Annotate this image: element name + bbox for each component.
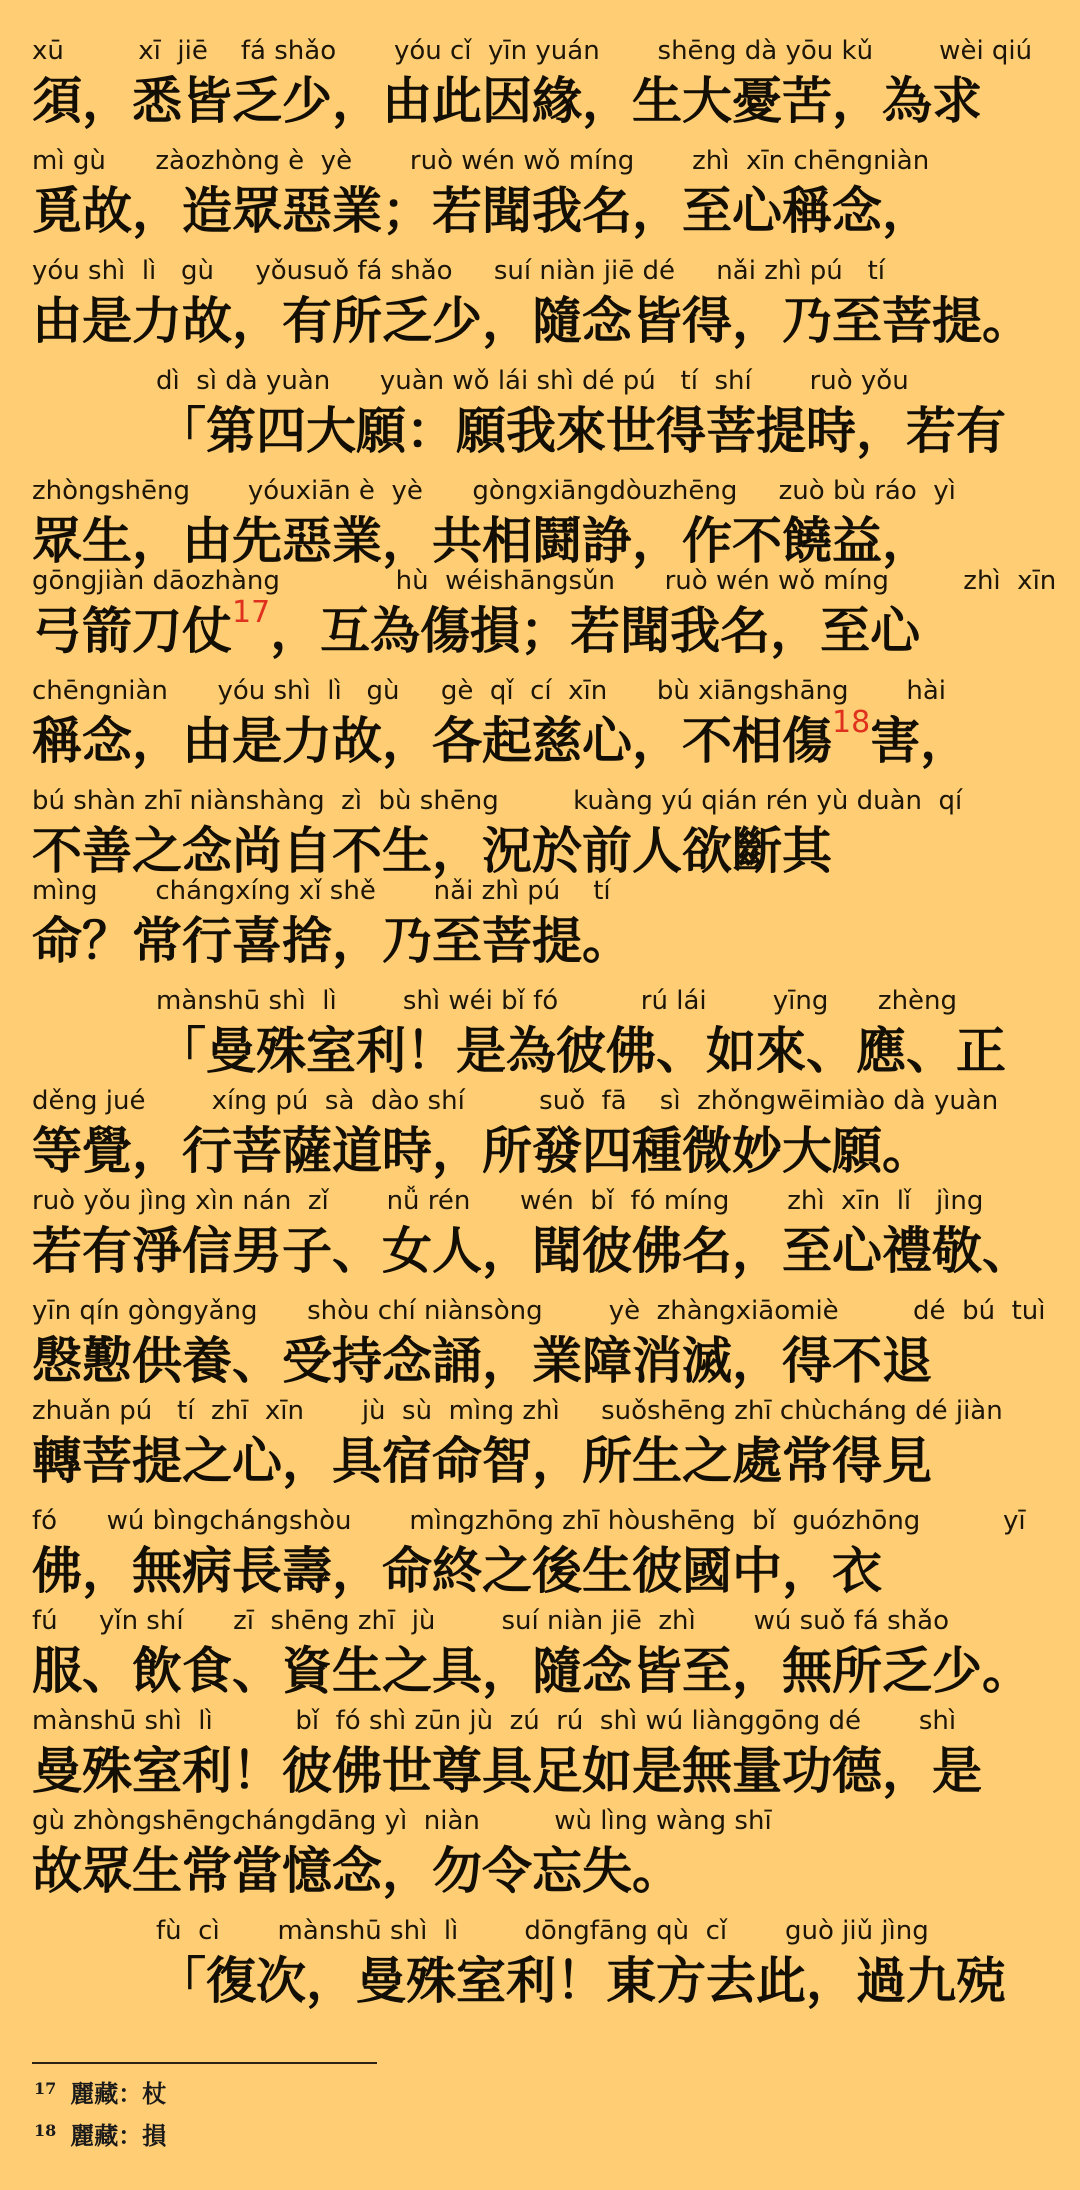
text-line — [0, 1706, 1080, 1816]
pinyin-row: gù zhòngshēngchángdāng yì niàn wù lìng wàng shī — [32, 1806, 772, 1836]
hanzi-row: 「第四大願：願我來世得菩提時，若有 — [156, 402, 1006, 460]
hanzi-row: 轉菩提之心，具宿命智，所生之處常得見 — [32, 1432, 932, 1490]
pinyin-row: bú shàn zhī niànshàng zì bù shēng kuàng yú qián rén yù duàn qí — [32, 786, 963, 816]
pinyin-row: fó wú bìngchángshòu mìngzhōng zhī hòushēng bǐ guózhōng yī — [32, 1506, 1026, 1536]
text-line — [0, 146, 1080, 256]
pinyin-row: yīn qín gòngyǎng shòu chí niànsòng yè zhàngxiāomiè dé bú tuì — [32, 1296, 1046, 1326]
hanzi-row: 由是力故，有所乏少，隨念皆得，乃至菩提。 — [32, 292, 1032, 350]
pinyin-row: ruò yǒu jìng xìn nán zǐ nǚ rén wén bǐ fó míng zhì xīn lǐ jìng — [32, 1186, 984, 1216]
text-line — [0, 876, 1080, 986]
hanzi-row — [32, 595, 1080, 670]
hanzi-row: 若有淨信男子、女人，聞彼佛名，至心禮敬、 — [32, 1222, 1032, 1280]
hanzi-segment: 弓箭刀仗 — [32, 602, 232, 660]
pinyin-row: děng jué xíng pú sà dào shí suǒ fā sì zhǒngwēimiào dà yuàn — [32, 1086, 999, 1116]
hanzi-row: 故眾生常當憶念，勿令忘失。 — [32, 1842, 682, 1900]
footnote-number: 18 — [34, 2121, 57, 2140]
text-line — [0, 1916, 1080, 2026]
text-line — [0, 366, 1080, 476]
pinyin-row: xū xī jiē fá shǎo yóu cǐ yīn yuán shēng dà yōu kǔ wèi qiú — [32, 36, 1033, 66]
hanzi-row — [32, 705, 1080, 780]
footnote-ref-17[interactable]: 17 — [232, 595, 271, 630]
hanzi-row: 「曼殊室利！是為彼佛、如來、應、正 — [156, 1022, 1006, 1080]
pinyin-row: fù cì mànshū shì lì dōngfāng qù cǐ guò jiǔ jìng — [156, 1916, 929, 1946]
hanzi-row: 眾生，由先惡業，共相鬪諍，作不饒益， — [32, 512, 932, 570]
text-line — [0, 1186, 1080, 1296]
footnote-18 — [34, 2116, 166, 2151]
hanzi-row: 等覺，行菩薩道時，所發四種微妙大願。 — [32, 1122, 932, 1180]
text-line — [0, 1396, 1080, 1506]
pinyin-row: mànshū shì lì shì wéi bǐ fó rú lái yīng zhèng — [156, 986, 958, 1016]
hanzi-row: 命？常行喜捨，乃至菩提。 — [32, 912, 632, 970]
pinyin-row: yóu shì lì gù yǒusuǒ fá shǎo suí niàn jiē dé nǎi zhì pú tí — [32, 256, 885, 286]
hanzi-row: 佛，無病長壽，命終之後生彼國中，衣 — [32, 1542, 882, 1600]
pinyin-row: zhuǎn pú tí zhī xīn jù sù mìng zhì suǒshēng zhī chùcháng dé jiàn — [32, 1396, 1003, 1426]
text-line — [0, 1086, 1080, 1196]
footnote-17 — [34, 2074, 166, 2109]
pinyin-row: fú yǐn shí zī shēng zhī jù suí niàn jiē zhì wú suǒ fá shǎo — [32, 1606, 949, 1636]
hanzi-row: 須，悉皆乏少，由此因緣，生大憂苦，為求 — [32, 72, 982, 130]
hanzi-segment: 稱念，由是力故，各起慈心，不相傷 — [32, 712, 832, 770]
hanzi-row: 服、飲食、資生之具，隨念皆至，無所乏少。 — [32, 1642, 1032, 1700]
text-line — [0, 1296, 1080, 1406]
footnote-ref-18[interactable]: 18 — [832, 705, 871, 740]
hanzi-segment: 害， — [870, 712, 971, 770]
hanzi-row: 覓故，造眾惡業；若聞我名，至心稱念， — [32, 182, 932, 240]
hanzi-row: 不善之念尚自不生，況於前人欲斷其 — [32, 822, 832, 880]
hanzi-segment: ，互為傷損；若聞我名，至心 — [270, 602, 921, 660]
pinyin-row: chēngniàn yóu shì lì gù gè qǐ cí xīn bù xiāngshāng hài — [32, 676, 947, 706]
footnote-text: 麗藏：損 — [70, 2121, 167, 2150]
pinyin-row: zhòngshēng yóuxiān è yè gòngxiāngdòuzhēng zuò bù ráo yì — [32, 476, 956, 506]
hanzi-row: 曼殊室利！彼佛世尊具足如是無量功德，是 — [32, 1742, 982, 1800]
pinyin-row: mì gù zàozhòng è yè ruò wén wǒ míng zhì xīn chēngniàn — [32, 146, 930, 176]
footnote-divider — [32, 2062, 377, 2064]
text-line — [0, 676, 1080, 786]
text-line — [0, 566, 1080, 676]
footnote-text: 麗藏：杖 — [70, 2079, 167, 2108]
text-line — [0, 1606, 1080, 1716]
pinyin-row: dì sì dà yuàn yuàn wǒ lái shì dé pú tí shí ruò yǒu — [156, 366, 909, 396]
text-line — [0, 986, 1080, 1096]
hanzi-row: 慇懃供養、受持念誦，業障消滅，得不退 — [32, 1332, 932, 1390]
text-line — [0, 1806, 1080, 1916]
pinyin-row: mànshū shì lì bǐ fó shì zūn jù zú rú shì wú liànggōng dé shì — [32, 1706, 957, 1736]
pinyin-row: mìng chángxíng xǐ shě nǎi zhì pú tí — [32, 876, 611, 906]
footnote-number: 17 — [34, 2079, 57, 2098]
text-line — [0, 1506, 1080, 1616]
hanzi-row: 「復次，曼殊室利！東方去此，過九殑 — [156, 1952, 1006, 2010]
text-line — [0, 36, 1080, 146]
text-line — [0, 256, 1080, 366]
pinyin-row: gōngjiàn dāozhàng hù wéishāngsǔn ruò wén wǒ míng zhì xīn — [32, 566, 1057, 596]
